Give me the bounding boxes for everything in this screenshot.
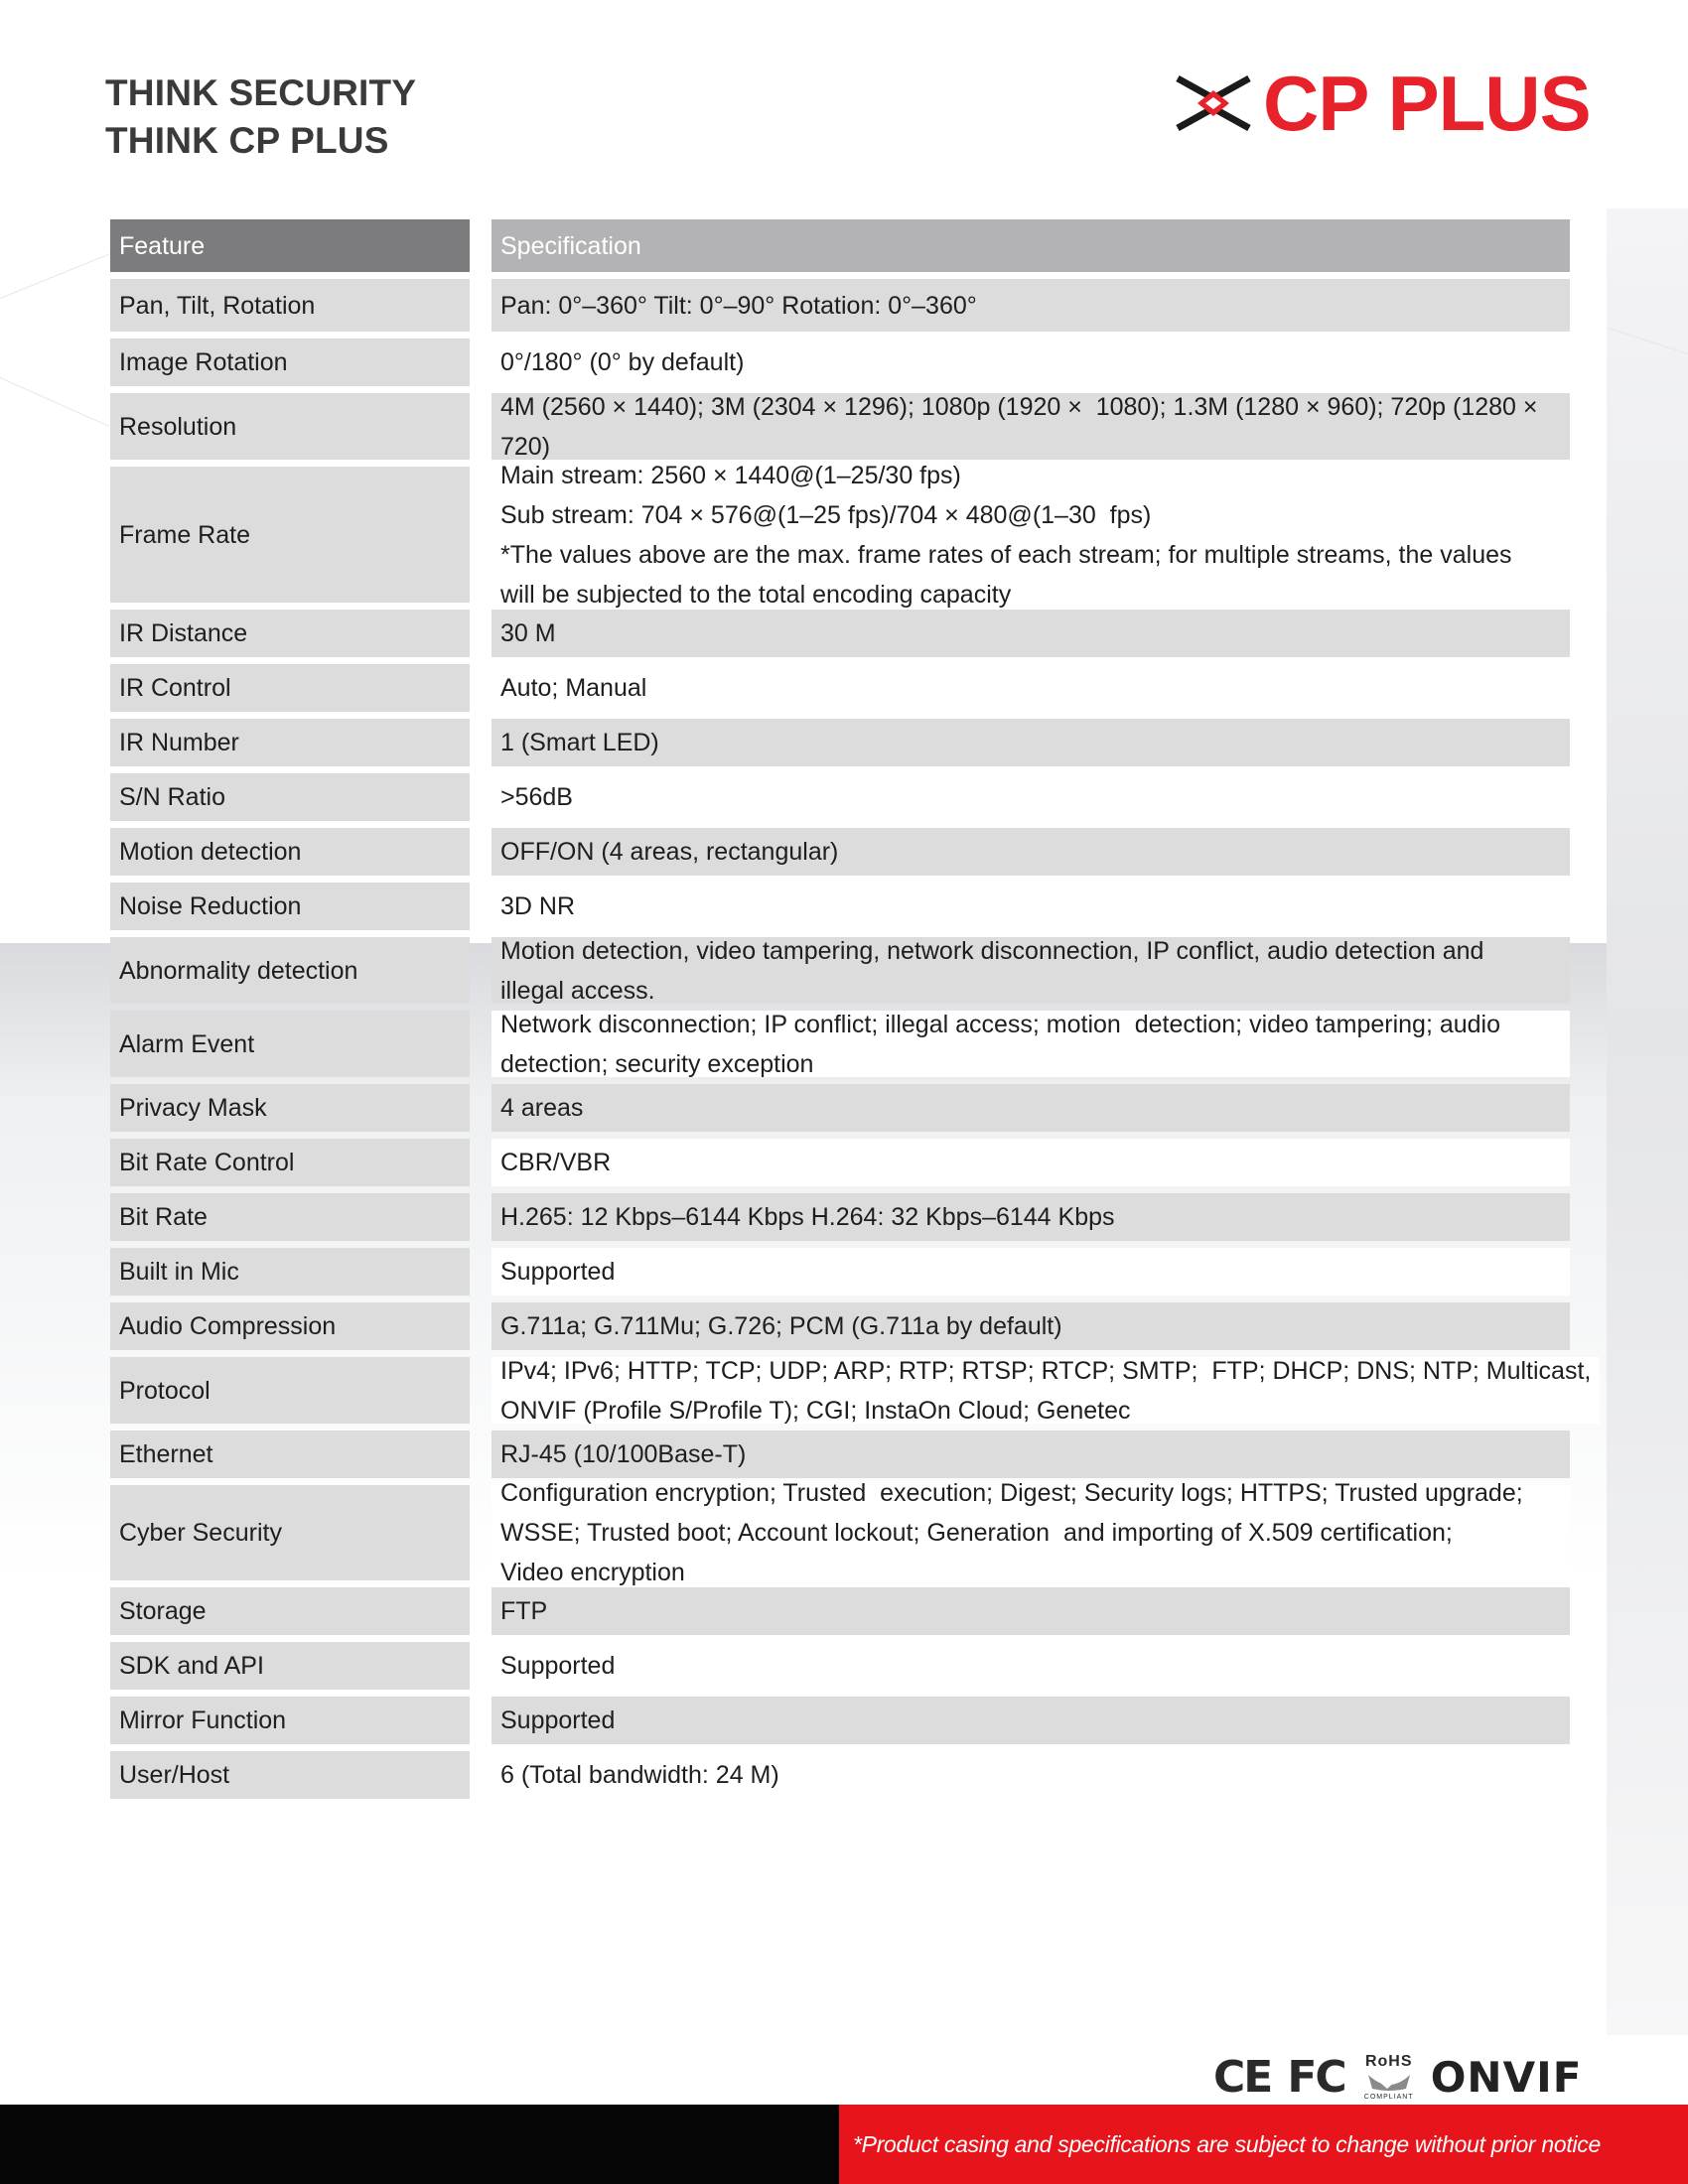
tagline	[105, 69, 416, 165]
specification-lines	[500, 668, 646, 708]
table-row	[110, 1431, 1570, 1478]
rohs-check-icon	[1366, 2071, 1412, 2093]
feature-cell: Cyber Security	[110, 1485, 470, 1580]
table-row	[110, 610, 1570, 657]
specification-line: Supported	[500, 1258, 616, 1286]
specification-cell	[492, 1084, 1570, 1132]
specification-line: >56dB	[500, 783, 573, 811]
specification-line: H.265: 12 Kbps–6144 Kbps H.264: 32 Kbps–6144 Kbps	[500, 1203, 1115, 1231]
table-row	[110, 1248, 1570, 1296]
specification-line: FTP	[500, 1597, 548, 1625]
specification-lines	[500, 1351, 1591, 1431]
specification-cell	[492, 461, 1570, 609]
specification-lines	[500, 1306, 1062, 1346]
background-line	[0, 377, 109, 427]
specification-lines	[500, 1701, 615, 1740]
specification-cell	[492, 828, 1570, 876]
table-row	[110, 1193, 1570, 1241]
tagline-line-2: THINK CP PLUS	[105, 120, 389, 161]
feature-cell: Bit Rate	[110, 1193, 470, 1241]
specification-lines	[500, 1646, 615, 1686]
feature-cell: User/Host	[110, 1751, 470, 1799]
specification-cell	[492, 1139, 1570, 1186]
specification-line: 6 (Total bandwidth: 24 M)	[500, 1761, 779, 1789]
specification-line: illegal access.	[500, 976, 655, 1005]
table-row	[110, 1697, 1570, 1744]
specification-line: Main stream: 2560 × 1440@(1–25/30 fps)	[500, 461, 961, 489]
specification-cell	[492, 1357, 1600, 1424]
specification-lines	[500, 1005, 1500, 1084]
logo-text: CP PLUS	[1263, 60, 1591, 147]
background-line	[0, 253, 110, 299]
spec-table	[110, 219, 1592, 1806]
specification-cell	[492, 1431, 1570, 1478]
specification-lines	[500, 286, 977, 326]
table-row	[110, 664, 1570, 712]
specification-cell	[492, 937, 1570, 1004]
table-row	[110, 1356, 1592, 1425]
specification-lines	[500, 777, 573, 817]
table-row	[110, 461, 1570, 609]
feature-cell: Pan, Tilt, Rotation	[110, 279, 470, 332]
ce-mark-icon: CE	[1213, 2051, 1272, 2103]
rohs-sublabel: COMPLIANT	[1363, 2093, 1414, 2101]
specification-cell	[492, 719, 1570, 766]
table-row	[110, 279, 1570, 332]
table-row	[110, 1642, 1570, 1690]
specification-lines	[500, 931, 1483, 1011]
specification-lines	[500, 1252, 615, 1292]
table-row	[110, 1479, 1570, 1586]
specification-line: IPv4; IPv6; HTTP; TCP; UDP; ARP; RTP; RTSP; RTCP; SMTP; FTP; DHCP; DNS; NTP; Multicast,	[500, 1356, 1592, 1385]
feature-cell: Motion detection	[110, 828, 470, 876]
feature-cell: Bit Rate Control	[110, 1139, 470, 1186]
specification-line: Auto; Manual	[500, 674, 647, 702]
table-row	[110, 1587, 1570, 1635]
feature-cell: Noise Reduction	[110, 883, 470, 930]
specification-line: 3D NR	[500, 892, 576, 920]
specification-line: RJ-45 (10/100Base-T)	[500, 1440, 747, 1468]
table-row	[110, 937, 1570, 1004]
specification-lines	[500, 387, 1537, 467]
feature-cell: Alarm Event	[110, 1011, 470, 1077]
specification-line: Motion detection, video tampering, network disconnection, IP conflict, audio detection and	[500, 936, 1484, 965]
table-row	[110, 1139, 1570, 1186]
specification-lines	[500, 1591, 547, 1631]
specification-cell	[492, 610, 1570, 657]
specification-line: G.711a; G.711Mu; G.726; PCM (G.711a by default)	[500, 1312, 1062, 1340]
specification-line: 4 areas	[500, 1094, 584, 1122]
feature-cell: IR Distance	[110, 610, 470, 657]
column-header-feature: Feature	[110, 219, 470, 272]
feature-cell: IR Number	[110, 719, 470, 766]
table-row	[110, 773, 1570, 821]
table-row	[110, 1751, 1570, 1799]
specification-line: CBR/VBR	[500, 1149, 612, 1176]
specification-line: Pan: 0°–360° Tilt: 0°–90° Rotation: 0°–360°	[500, 291, 977, 320]
table-header-row	[110, 219, 1570, 272]
specification-cell	[492, 393, 1570, 460]
specification-line: Network disconnection; IP conflict; illegal access; motion detection; video tampering; audio	[500, 1010, 1501, 1038]
specification-line: 4M (2560 × 1440); 3M (2304 × 1296); 1080p (1920 × 1080); 1.3M (1280 × 960); 720p (1280 ×	[500, 392, 1538, 421]
feature-cell: Resolution	[110, 393, 470, 460]
specification-line: Configuration encryption; Trusted execution; Digest; Security logs; HTTPS; Trusted upgrade;	[500, 1479, 1523, 1507]
specification-cell	[492, 1011, 1570, 1077]
table-row	[110, 393, 1570, 460]
specification-line: detection; security exception	[500, 1049, 814, 1078]
specification-line: Sub stream: 704 × 576@(1–25 fps)/704 × 480@(1–30 fps)	[500, 500, 1152, 529]
onvif-logo-icon: ONVIF	[1430, 2052, 1583, 2102]
tagline-line-1: THINK SECURITY	[105, 72, 417, 113]
specification-line: 0°/180° (0° by default)	[500, 348, 745, 376]
feature-cell: S/N Ratio	[110, 773, 470, 821]
specification-cell	[492, 883, 1570, 930]
specification-lines	[500, 887, 575, 926]
specification-line: OFF/ON (4 areas, rectangular)	[500, 838, 839, 866]
specification-lines	[500, 614, 556, 653]
feature-cell: IR Control	[110, 664, 470, 712]
feature-cell: Audio Compression	[110, 1302, 470, 1350]
footer-disclaimer: *Product casing and specifications are subject to change without prior notice	[853, 2130, 1601, 2157]
specification-cell	[492, 1193, 1570, 1241]
brand-logo	[1174, 60, 1591, 147]
specification-cell	[492, 279, 1570, 332]
feature-cell: Frame Rate	[110, 467, 470, 603]
specification-line: 30 M	[500, 619, 556, 647]
table-row	[110, 1011, 1570, 1077]
rohs-mark-icon	[1359, 2053, 1419, 2102]
specification-line: Supported	[500, 1706, 616, 1734]
specification-cell	[492, 1751, 1570, 1799]
column-header-specification: Specification	[492, 219, 1570, 272]
footer-notice-panel	[839, 2105, 1688, 2184]
feature-cell: Abnormality detection	[110, 937, 470, 1004]
specification-line: *The values above are the max. frame rates of each stream; for multiple streams, the values	[500, 540, 1512, 569]
specification-lines	[500, 723, 659, 762]
specification-cell	[492, 1587, 1570, 1635]
specification-lines	[500, 1143, 611, 1182]
table-row	[110, 719, 1570, 766]
cp-plus-logo-mark-icon	[1174, 68, 1253, 138]
feature-cell: Built in Mic	[110, 1248, 470, 1296]
table-row	[110, 1302, 1570, 1350]
specification-lines	[500, 1473, 1523, 1592]
feature-cell: Protocol	[110, 1357, 470, 1424]
specification-cell	[492, 339, 1570, 386]
specification-lines	[500, 832, 838, 872]
table-row	[110, 883, 1570, 930]
specification-line: WSSE; Trusted boot; Account lockout; Generation and importing of X.509 certification;	[500, 1519, 1453, 1547]
table-row	[110, 828, 1570, 876]
specification-line: Supported	[500, 1652, 616, 1680]
specification-cell	[492, 1248, 1570, 1296]
feature-cell: Image Rotation	[110, 339, 470, 386]
specification-cell	[492, 1479, 1570, 1586]
specification-lines	[500, 1434, 746, 1474]
specification-lines	[500, 1197, 1115, 1237]
specification-lines	[500, 1088, 583, 1128]
certification-logos	[1213, 2049, 1582, 2105]
feature-cell: Ethernet	[110, 1431, 470, 1478]
specification-line: Video encryption	[500, 1559, 685, 1586]
specification-lines	[500, 1755, 779, 1795]
specification-lines	[500, 342, 744, 382]
background-right-panel	[1607, 208, 1688, 2035]
specification-cell	[492, 664, 1570, 712]
specification-cell	[492, 773, 1570, 821]
fcc-mark-icon: FC	[1287, 2051, 1345, 2103]
specification-line: 1 (Smart LED)	[500, 729, 659, 756]
rohs-label: RoHS	[1364, 2052, 1413, 2070]
specification-line: 720)	[500, 432, 551, 461]
specification-line: ONVIF (Profile S/Profile T); CGI; InstaOn Cloud; Genetec	[500, 1396, 1131, 1425]
specification-cell	[492, 1302, 1570, 1350]
specification-line: will be subjected to the total encoding capacity	[500, 580, 1012, 609]
table-row	[110, 339, 1570, 386]
footer-bar	[0, 2105, 1688, 2184]
feature-cell: Storage	[110, 1587, 470, 1635]
feature-cell: Privacy Mask	[110, 1084, 470, 1132]
specification-cell	[492, 1697, 1570, 1744]
specification-cell	[492, 1642, 1570, 1690]
specification-lines	[500, 456, 1512, 614]
table-row	[110, 1084, 1570, 1132]
feature-cell: Mirror Function	[110, 1697, 470, 1744]
feature-cell: SDK and API	[110, 1642, 470, 1690]
